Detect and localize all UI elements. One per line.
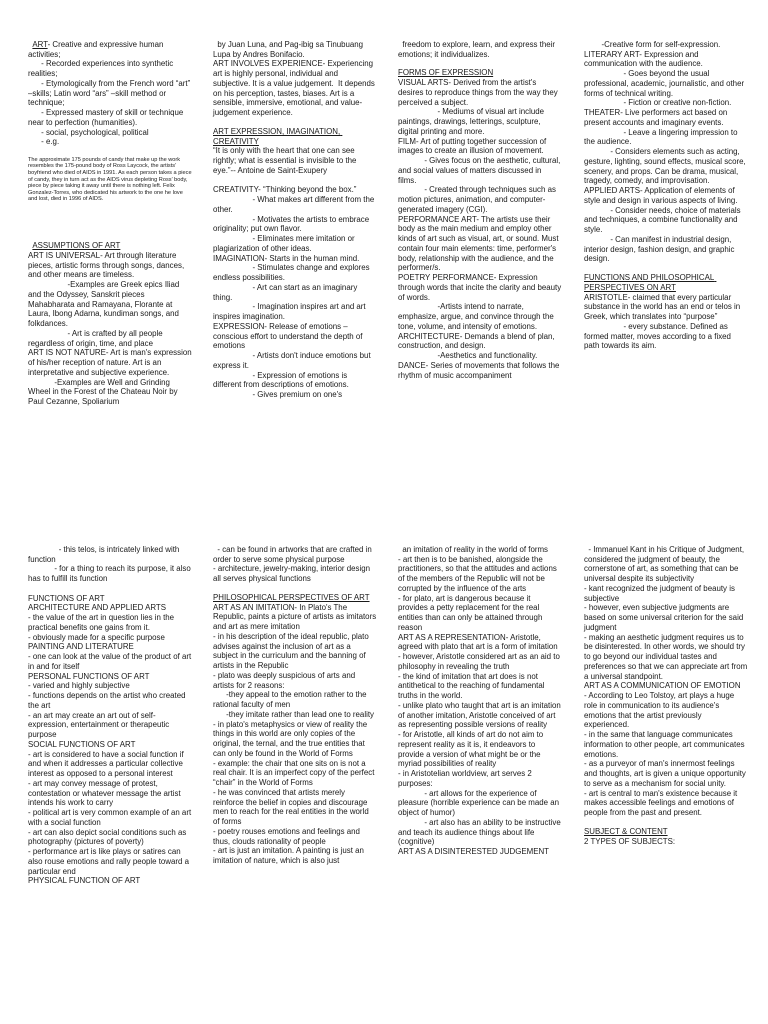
spacer xyxy=(584,264,748,273)
types-of-subjects-text: 2 TYPES OF SUBJECTS: xyxy=(584,836,676,846)
spacer xyxy=(213,118,377,127)
spacer xyxy=(398,59,562,68)
bottom-column-2 xyxy=(213,535,377,866)
spacer xyxy=(213,584,377,593)
bottom-column-4 xyxy=(584,535,748,846)
literary-theater-applied-text: -Creative form for self-expression. LITERARY ART- Expression and communication with the audience. - Goes beyond the usual professional, academic, journalistic, and other forms of technical writing. - Fiction or creative non-fiction. THEATER- Live performers act based on present accounts and imaginary events. - Leave a lingering impression to the audience. - Considers elements such as acting, gesture, lighting, sound effects, musical score, scenery, and props. Can be drama, musical, tragedy, comedy, and improvisation. APPLIED ARTS- Application of elements of style and design in various aspects of living. - Consider needs, choice of materials and techniques, a combine functionality and style. - Can manifest in industrial design, interior design, fashion design, and graphic design. xyxy=(584,39,746,264)
spacer xyxy=(28,222,192,231)
aristotle-telos-text: ARISTOTLE- claimed that every particular substance in the world has an end or telos in Greek, which translates into “purpose” - every substance. Defined as formed matter, moves according to a fixed path towards its aim. xyxy=(584,292,741,351)
heading-philosophical-perspectives-of-art: PHILOSOPHICAL PERSPECTIVES OF ART xyxy=(213,592,370,602)
heading-forms-of-expression: FORMS OF EXPRESSION xyxy=(398,68,494,78)
heading-subject-and-content: SUBJECT & CONTENT xyxy=(584,826,668,836)
heading-art: ART xyxy=(32,39,48,49)
top-column-1 xyxy=(28,30,192,407)
physical-function-text: - can be found in artworks that are crafted in order to serve some physical purpose - architecture, jewelry-making, interior design all serves physical functions xyxy=(213,544,372,583)
forms-of-expression-text: VISUAL ARTS- Derived from the artist's desires to reproduce things from the way they perceived a subject. - Mediums of visual art include paintings, drawings, letterings, sculpture, digital printing and more. FILM- Art of putting together succession of images to create an illusion of movement. - Gives focus on the aesthetic, cultural, and social values of matters discussed in films. - Created through techniques such as motion pictures, animation, and computer-generated imagery (CGI). PERFORMANCE ART- The artists use their body as the main medium and employ other kinds of art such as visual, art, or sound. Must contain four main elements: time, performer's body, relationship with the audience, and the performer/s. POETRY PERFORMANCE- Expression through words that incite the clarity and beauty of words. -Artists intend to narrate, emphasize, argue, and convince through the tone, volume, and intensity of emotions. ARCHITECTURE- Demands a blend of plan, construction, and design. -Aesthetics and functionality. DANCE- Series of movements that follows the rhythm of music accompaniment xyxy=(398,78,562,380)
art-involves-experience-text: by Juan Luna, and Pag-ibig sa Tinubuang Lupa by Andres Bonifacio. ART INVOLVES EXPERIENCE- Experiencing art is highly personal, individual and subjective. It is a value judgement. It depends on his perception, tastes, biases. Art is a sensible, immersive, emotional, and value-judgement experience. xyxy=(213,39,375,117)
top-column-3 xyxy=(398,30,562,380)
heading-functions-and-philosophical-perspectives: FUNCTIONS AND PHILOSOPHICAL PERSPECTIVES ON ART xyxy=(584,273,717,292)
functions-of-art-text: - this telos, is intricately linked with function - for a thing to reach its purpose, it also has to fulfill its function FUNCTIONS OF ART ARCHITECTURE AND APPLIED ARTS - the value of the art in question lies in the practical benefits one gains from it. - obviously made for a specific purpose PAINTING AND LITERATURE - one can look at the value of the product of art in and for itself PERSONAL FUNCTIONS OF ART - varied and highly subjective - functions depends on the artist who created the art - an art may create an art out of self-expression, entertainment or therapeutic purpose SOCIAL FUNCTIONS OF ART - art is considered to have a social function if and when it addresses a particular collective interest as opposed to a personal interest - art may convey message of protest, contestation or whatever message the artist intends his work to carry - political art is very common example of an art with a social function - art can also depict social conditions such as photography (pictures of poverty) - performance art is like plays or satires can also rouse emotions and rally people toward a particular end PHYSICAL FUNCTION OF ART xyxy=(28,544,192,886)
art-definition-text: - Creative and expressive human activities; - Recorded experiences into synthetic realities; - Etymologically from the French word “art” –skills; Latin word “ars” –skill method or technique; - Expressed mastery of skill or technique near to perfection (humanities). - social, psychological, political - e.g. xyxy=(28,39,191,147)
felix-gonzalez-torres-note: The approximate 175 pounds of candy that make up the work resembles the 175-pound body of Ross Laycock, the artists’ boyfriend who died of AIDS in 1991. As each person takes a piece of candy, they in turn act as the AIDS virus depleting Ross’ body, piece by piece taking it away until there is nothing left. Felix Gonzalez-Torres, who dedicated his artwork to the one he love and lost, died in 1996 of AIDS. xyxy=(28,156,194,203)
top-column-4 xyxy=(584,30,748,351)
heading-assumptions-of-art: ASSUMPTIONS OF ART xyxy=(32,241,121,251)
art-as-imitation-text: ART AS AN IMITATION- In Plato's The Republic, paints a picture of artists as imitators and art as mere imitation - in his description of the ideal republic, plato advises against the inclusion of art as a subject in the curriculum and the banning of artists in the Republic - plato was deeply suspicious of arts and artists for 2 reasons: -they appeal to the emotion rather to the rational faculty of men -they imitate rather than lead one to reality - in plato's metaphysics or view of reality the things in this world are only copies of the original, the ternal, and the true entities that can only be found in the World of Forms - example: the chair that one sits on is not a real chair. It is an imperfect copy of the perfect “chair” in the World of Forms - he was convinced that artists merely reinforce the belief in copies and discourage men to reach for the real entities in the world of forms - poetry rouses emotions and feelings and thus, clouds rationality of people - art is just an imitation. A painting is just an imitation of nature, which is also just xyxy=(213,602,377,865)
bottom-column-3 xyxy=(398,535,562,857)
kant-tolstoy-text: - Immanuel Kant in his Critique of Judgment, considered the judgment of beauty, the cornerstone of art, as something that can be universal despite its subjectivity - kant recognized the judgment of beauty is subjective - however, even subjective judgments are based on some universal criterion for the said judgment - making an aesthetic judgment requires us to be disinterested. In other words, we should try to go beyond our individual tastes and preferences so that we can appreciate art from a universal standpoint. ART AS A COMMUNICATION OF EMOTION - According to Leo Tolstoy, art plays a huge role in communication to its audience's emotions that the artist previously experienced. - in the same that language communicates information to other people, art communicates emotions. - as a purveyor of man's innermost feelings and thoughts, art is given a unique opportunity to serve as a mechanism for social unity. - art is central to man's existence because it makes accessible feelings and emotions of people from the past and present. xyxy=(584,544,748,817)
spacer xyxy=(584,818,748,827)
top-column-2 xyxy=(213,30,377,400)
bottom-column-1 xyxy=(28,535,192,886)
creativity-imagination-expression-text: “It is only with the heart that one can see rightly; what is essential is invisible to the eye.”-- Antoine de Saint-Exupery CREATIVITY- “Thinking beyond the box.” - What makes art different from the other. - Motivates the artists to embrace originality; put own flavor. - Eliminates mere imitation or plagiarization of other ideas. IMAGINATION- Starts in the human mind. - Stimulates change and explores endless possibilities. - Art can start as an imaginary thing. - Imagination inspires art and art inspires imagination. EXPRESSION- Release of emotions – conscious effort to understand the depth of emotions - Artists don't induce emotions but express it. - Expression of emotions is different from descriptions of emotions. - Gives premium on one's xyxy=(213,146,375,399)
freedom-text: freedom to explore, learn, and express their emotions; it individualizes. xyxy=(398,39,558,59)
assumptions-text: ART IS UNIVERSAL- Art through literature pieces, artistic forms through songs, dances, and other means are timeless. -Examples are Greek epics Iliad and the Odyssey, Sanskrit pieces Mahabharata and Ramayana, Florante at Laura, Ibong Adarna, kundiman songs, and folkdances. - Art is crafted by all people regardless of origin, time, and place ART IS NOT NATURE- Art is man's expression of his/her reception of nature. Art is an interpretative and subjective experience. -Examples are Well and Grinding Wheel in the Forest of the Chateau Noir by Paul Cezanne, Spoliarium xyxy=(28,250,192,407)
heading-art-expression-imagination-creativity: ART EXPRESSION, IMAGINATION, CREATIVITY xyxy=(213,126,343,146)
art-as-representation-text: an imitation of reality in the world of forms - art then is to be banished, alongside the practitioners, so that the attitudes and actions of the members of the Republic will not be corrupted by the influence of the arts - for plato, art is dangerous because it provides a petty replacement for the real entities than can only be attained through reason ART AS A REPRESENTATION- Aristotle, agreed with plato that art is a form of imitation - however, Aristotle considered art as an aid to philosophy in revealing the truth - the kind of imitation that art does is not antithetical to the reaching of fundamental truths in the world. - unlike plato who taught that art is an imitation of another imitation, Aristotle conceived of art as representing possible versions of reality - for Aristotle, all kinds of art do not aim to represent reality as it is, it endeavors to provide a version of what might be or the myriad possibilities of reality - in Aristotelian worldview, art serves 2 purposes: - art allows for the experience of pleasure (horrible experience can be made an object of humor) - art also has an ability to be instructive and teach its audience things about life (cognitive) ART AS A DISINTERESTED JUDGEMENT xyxy=(398,544,561,856)
